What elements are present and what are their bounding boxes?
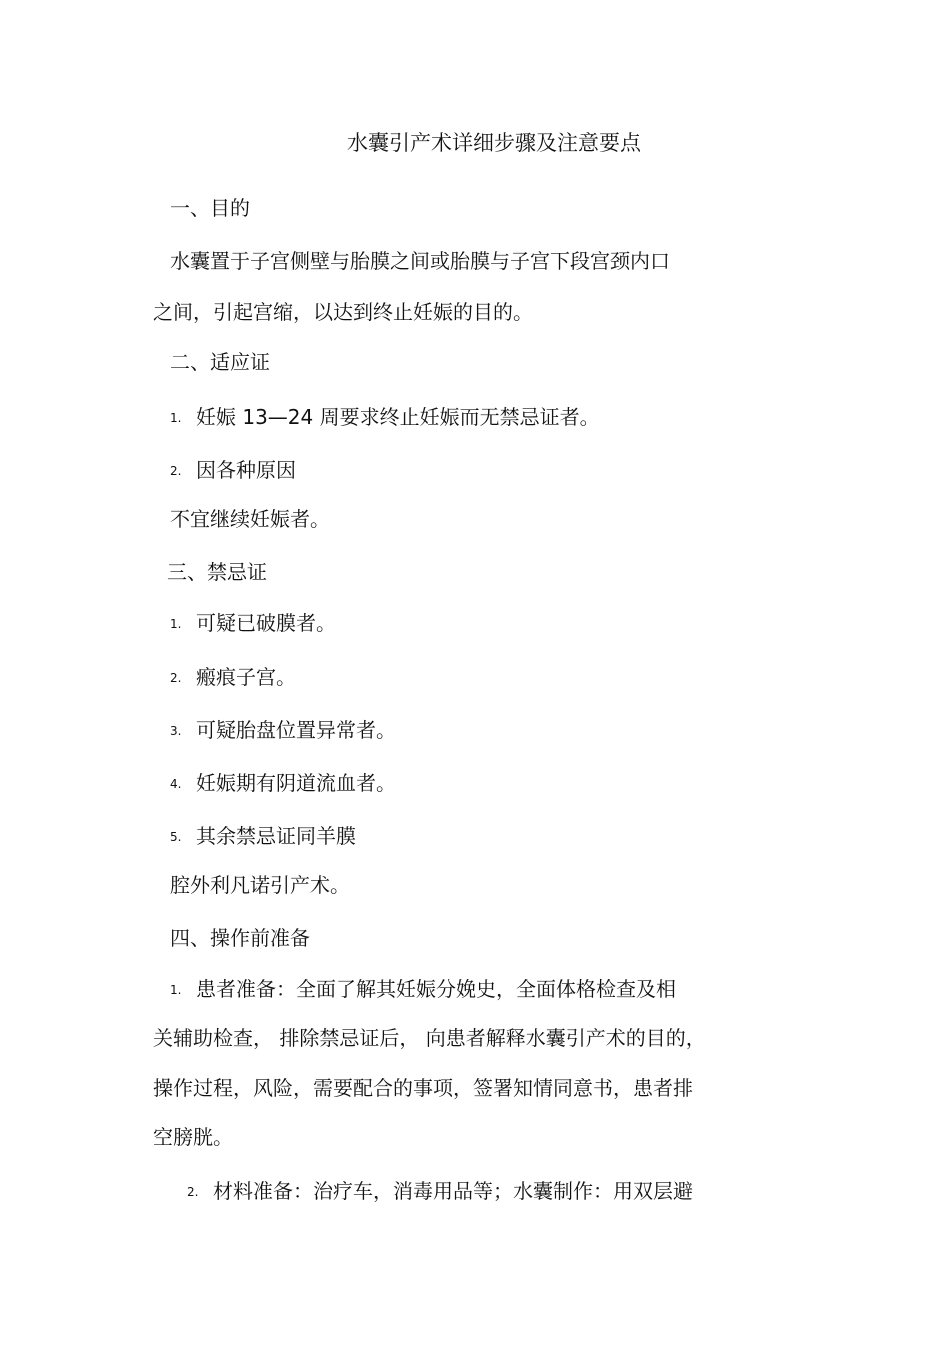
list-item bbox=[170, 611, 336, 636]
list-number: 2. bbox=[187, 1185, 199, 1199]
document-title: 水囊引产术详细步骤及注意要点 bbox=[347, 131, 641, 155]
list-number: 4. bbox=[170, 777, 182, 791]
list-item bbox=[170, 665, 296, 690]
list-text: 可疑胎盘位置异常者。 bbox=[196, 718, 396, 742]
list-text: 瘢痕子宫。 bbox=[196, 665, 296, 689]
list-text: 妊娠期有阴道流血者。 bbox=[196, 771, 396, 795]
paragraph-line: 之间，引起宫缩，以达到终止妊娠的目的。 bbox=[153, 300, 533, 324]
paragraph-line: 空膀胱。 bbox=[153, 1125, 233, 1149]
list-number: 1. bbox=[170, 983, 182, 997]
section-heading-contraindications: 三、禁忌证 bbox=[167, 560, 267, 584]
section-heading-preparation: 四、操作前准备 bbox=[170, 926, 310, 950]
list-item bbox=[170, 824, 356, 849]
paragraph-line: 操作过程，风险，需要配合的事项，签署知情同意书，患者排 bbox=[153, 1076, 693, 1100]
paragraph-line: 关辅助检查， 排除禁忌证后， 向患者解释水囊引产术的目的， bbox=[153, 1026, 706, 1050]
list-number: 5. bbox=[170, 830, 182, 844]
list-item bbox=[187, 1179, 693, 1204]
list-number: 2. bbox=[170, 671, 182, 685]
list-number: 3. bbox=[170, 724, 182, 738]
list-text: 妊娠 13—24 周要求终止妊娠而无禁忌证者。 bbox=[196, 405, 600, 429]
section-heading-purpose: 一、目的 bbox=[170, 196, 250, 220]
paragraph-line: 腔外利凡诺引产术。 bbox=[170, 873, 350, 897]
paragraph-line: 水囊置于子宫侧壁与胎膜之间或胎膜与子宫下段宫颈内口 bbox=[170, 249, 670, 273]
list-item bbox=[170, 405, 600, 430]
list-item bbox=[170, 977, 676, 1002]
section-heading-indications: 二、适应证 bbox=[170, 350, 270, 374]
list-text: 材料准备：治疗车，消毒用品等；水囊制作：用双层避 bbox=[213, 1179, 693, 1203]
list-item bbox=[170, 718, 396, 743]
list-text: 可疑已破膜者。 bbox=[196, 611, 336, 635]
list-text: 其余禁忌证同羊膜 bbox=[196, 824, 356, 848]
paragraph-line: 不宜继续妊娠者。 bbox=[170, 507, 330, 531]
list-item bbox=[170, 458, 296, 483]
list-text: 因各种原因 bbox=[196, 458, 296, 482]
list-item bbox=[170, 771, 396, 796]
list-number: 2. bbox=[170, 464, 182, 478]
list-number: 1. bbox=[170, 617, 182, 631]
list-number: 1. bbox=[170, 411, 182, 425]
list-text: 患者准备：全面了解其妊娠分娩史，全面体格检查及相 bbox=[196, 977, 676, 1001]
